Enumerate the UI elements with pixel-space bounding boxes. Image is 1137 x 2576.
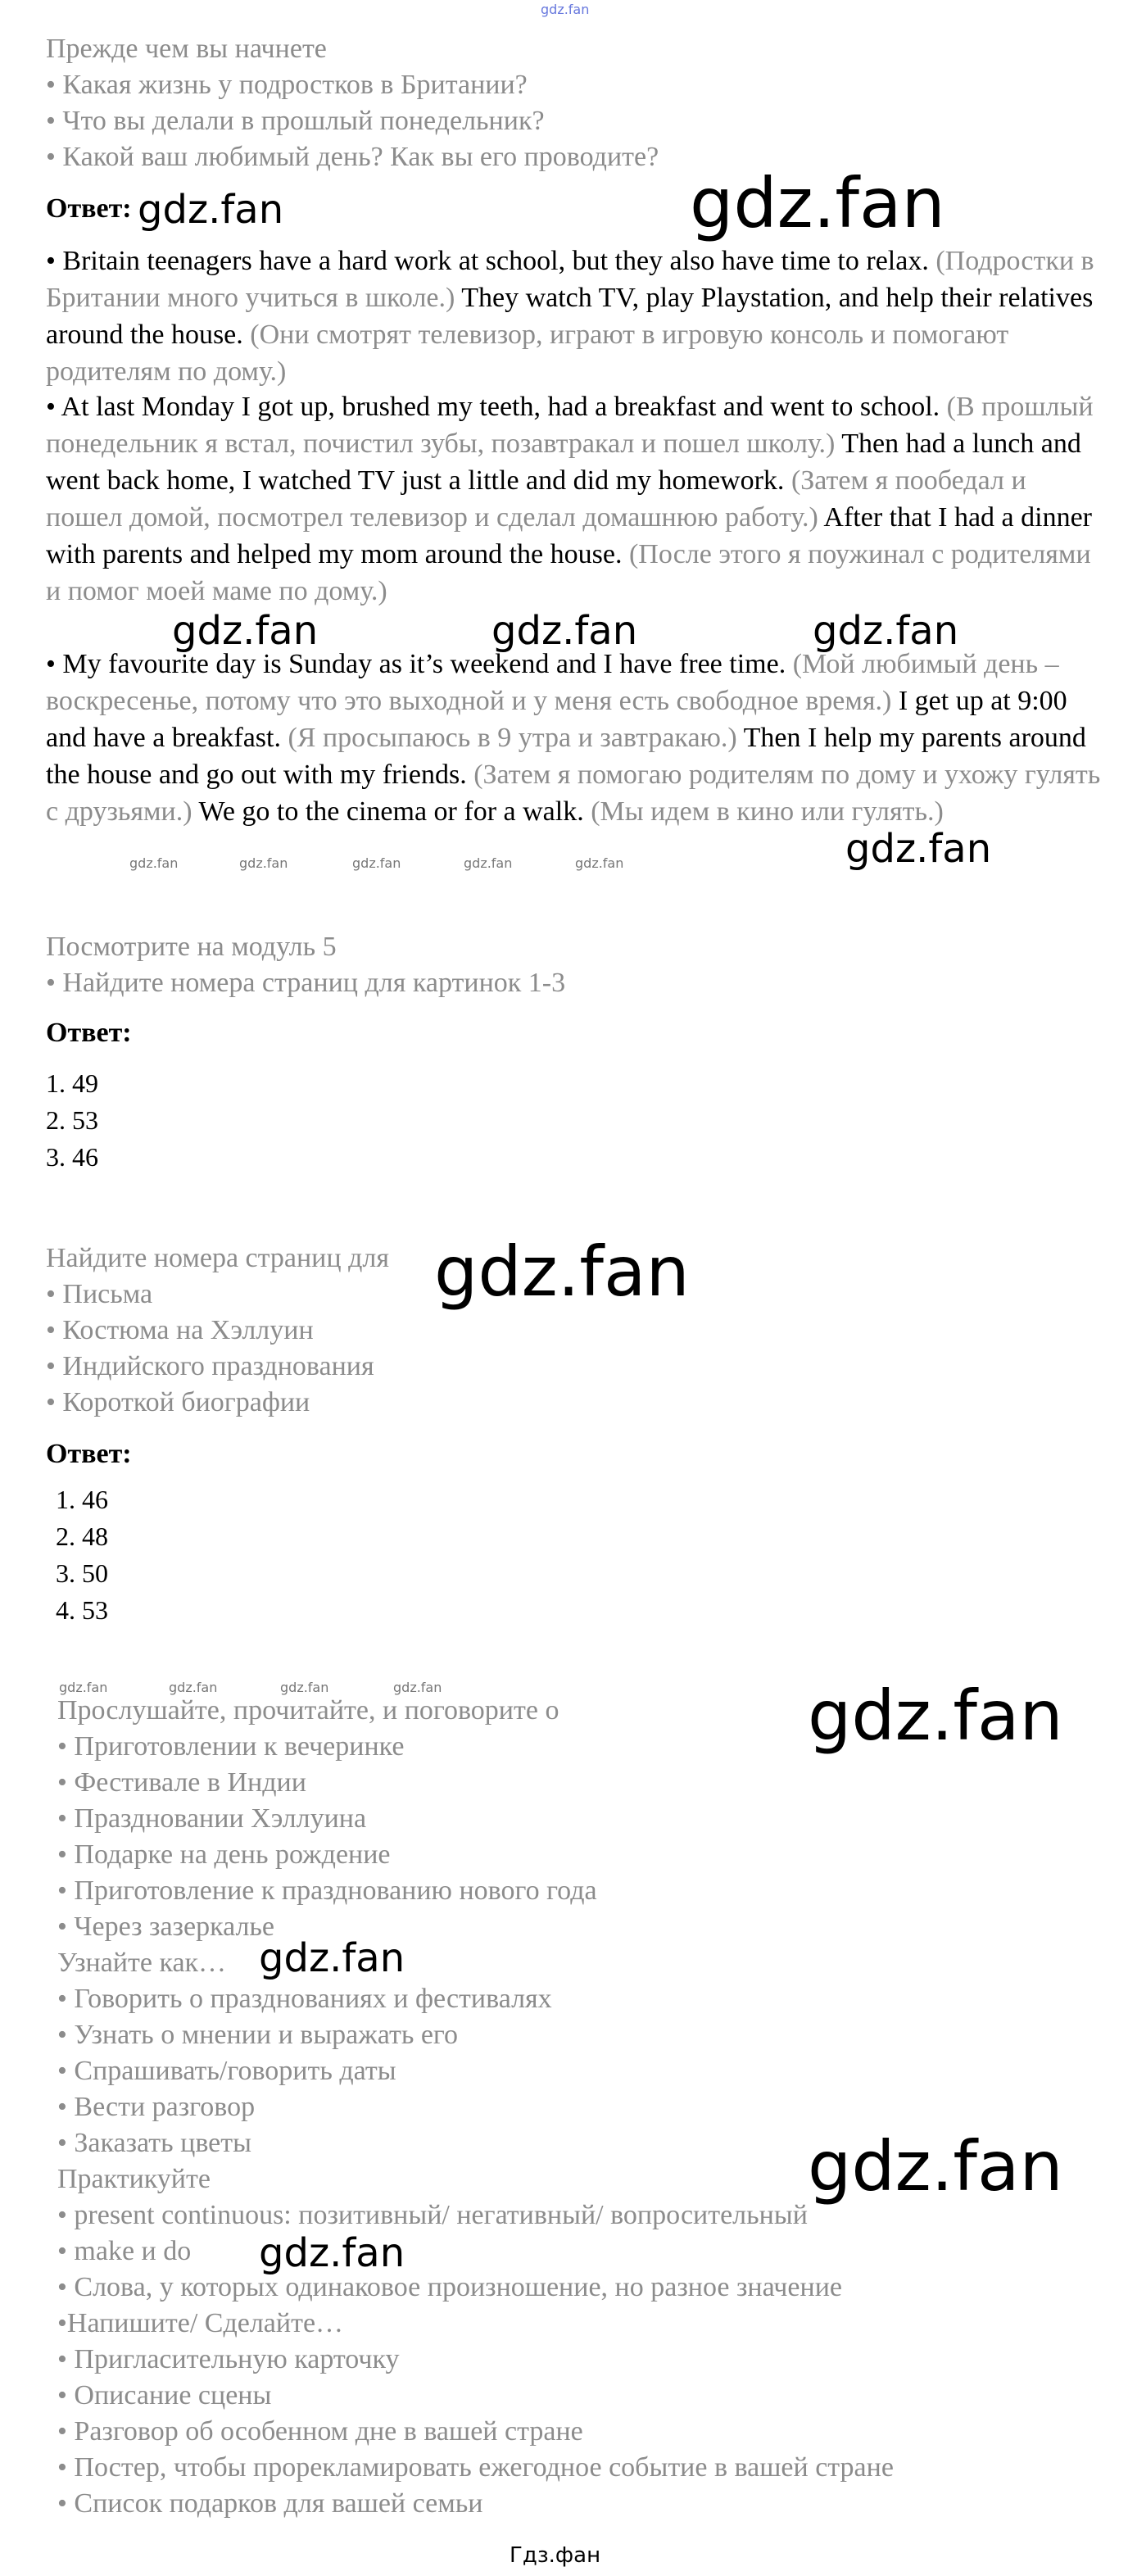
watermark: gdz.fan: [129, 855, 179, 871]
watermark: gdz.fan: [491, 608, 638, 654]
section2-answers: [46, 1065, 98, 1176]
list-item: • Узнать о мнении и выражать его: [57, 2020, 459, 2050]
list-item: • Заказать цветы: [57, 2128, 251, 2158]
list-item: • Подарке на день рождение: [57, 1839, 391, 1870]
footer-watermark: Гдз.фан: [510, 2543, 601, 2568]
list-item: • Постер, чтобы прорекламировать ежегодное событие в вашей стране: [57, 2452, 894, 2483]
list-item: • Список подарков для вашей семьи: [57, 2488, 483, 2519]
watermark: gdz.fan: [239, 855, 288, 871]
section2-title: Посмотрите на модуль 5: [46, 932, 337, 962]
list-item: • Говорить о празднованиях и фестивалях: [57, 1984, 552, 2014]
list-item: 4. 53: [56, 1595, 108, 1625]
watermark: gdz.fan: [393, 1680, 442, 1695]
section3-question: • Индийского празднования: [46, 1351, 374, 1381]
list-item: • Спрашивать/говорить даты: [57, 2056, 396, 2086]
section3-answers: [56, 1481, 108, 1629]
section1-question: • Что вы делали в прошлый понедельник?: [46, 106, 545, 136]
watermark: gdz.fan: [259, 1935, 405, 1981]
section3-question: • Письма: [46, 1279, 153, 1309]
list-item: 1. 49: [46, 1068, 98, 1098]
section2-questions: [46, 929, 565, 1001]
list-item: • Слова, у которых одинаковое произношение, но разное значение: [57, 2272, 842, 2302]
section1-title: Прежде чем вы начнете: [46, 34, 327, 64]
list-item: • make и do: [57, 2236, 192, 2266]
section4-heading: Прослушайте, прочитайте, и поговорите о: [57, 1695, 559, 1726]
section1-question: • Какой ваш любимый день? Как вы его проводите?: [46, 142, 659, 172]
watermark: gdz.fan: [138, 187, 284, 233]
watermark: gdz.fan: [808, 1676, 1063, 1756]
watermark: gdz.fan: [169, 1680, 218, 1695]
section4-heading: Практикуйте: [57, 2164, 211, 2194]
section2-question: • Найдите номера страниц для картинок 1-3: [46, 968, 566, 998]
watermark: gdz.fan: [808, 2126, 1063, 2206]
answer-paragraph-1: • Britain teenagers have a hard work at school, but they also have time to relax. (Подростки в Британии много учиться в школе.) They watch TV, play Playstation, and help their relatives around the house. (Они смотрят телевизор, играют в игровую консоль и помогают родителям по дому.): [46, 246, 1094, 387]
answer-paragraph-2: • At last Monday I got up, brushed my teeth, had a breakfast and went to school. (В прошлый понедельник я встал, почистил зубы, позавтракал и пошел школу.) Then had a lunch and went back home, I watched TV just a little and did my homework. (Затем я пообедал и пошел домой, посмотрел телевизор и сделал домашнюю работу.) After that I had a dinner with parents and helped my mom around the house. (После этого я поужинал с родителями и помог моей маме по дому.): [46, 392, 1094, 606]
list-item: 2. 48: [56, 1522, 108, 1551]
list-item: • present continuous: позитивный/ негативный/ вопросительный: [57, 2200, 808, 2230]
section1-questions: [46, 31, 659, 175]
list-item: • Описание сцены: [57, 2380, 272, 2410]
watermark: gdz.fan: [259, 2230, 405, 2276]
list-item: • Вести разговор: [57, 2092, 256, 2122]
section1-answer-label: Ответ:: [46, 193, 132, 224]
watermark: gdz.fan: [280, 1680, 329, 1695]
watermark: gdz.fan: [845, 826, 992, 872]
section4-heading: •Напишите/ Сделайте…: [57, 2308, 344, 2338]
list-item: • Фестивале в Индии: [57, 1767, 306, 1798]
list-item: • Пригласительную карточку: [57, 2344, 400, 2374]
watermark: gdz.fan: [59, 1680, 108, 1695]
watermark: gdz.fan: [464, 855, 513, 871]
watermark: gdz.fan: [813, 608, 959, 654]
list-item: • Разговор об особенном дне в вашей стране: [57, 2416, 583, 2447]
list-item: • Приготовлении к вечеринке: [57, 1731, 405, 1762]
list-item: • Приготовление к празднованию нового года: [57, 1875, 597, 1906]
answer-paragraph-3: • My favourite day is Sunday as it’s weekend and I have free time. (Мой любимый день – воскресенье, потому что это выходной и у меня есть свободное время.) I get up at 9:00 and have a breakfast. (Я просыпаюсь в 9 утра и завтракаю.) Then I help my parents around the house and go out with my friends. (Затем я помогаю родителям по дому и ухожу гулять с друзьями.) We go to the cinema or for a walk. (Мы идем в кино или гулять.): [46, 649, 1101, 827]
section1-question: • Какая жизнь у подростков в Британии?: [46, 70, 528, 100]
watermark: gdz.fan: [690, 163, 945, 243]
list-item: • Праздновании Хэллуина: [57, 1803, 367, 1834]
list-item: 3. 50: [56, 1558, 108, 1588]
section4-heading: Узнайте как…: [57, 1948, 227, 1978]
section3-question: • Короткой биографии: [46, 1387, 310, 1417]
watermark: gdz.fan: [575, 855, 624, 871]
list-item: 3. 46: [46, 1142, 98, 1172]
section3-questions: [46, 1240, 389, 1421]
list-item: • Через зазеркалье: [57, 1912, 275, 1942]
section3-question: • Костюма на Хэллуин: [46, 1315, 314, 1345]
section4-list: [57, 1693, 894, 2522]
section3-answer-label: Ответ:: [46, 1439, 132, 1469]
watermark: gdz.fan: [172, 608, 319, 654]
section2-answer-label: Ответ:: [46, 1018, 132, 1048]
section3-title: Найдите номера страниц для: [46, 1243, 389, 1273]
watermark: gdz.fan: [434, 1231, 690, 1312]
list-item: 1. 46: [56, 1485, 108, 1514]
watermark: gdz.fan: [352, 855, 401, 871]
list-item: 2. 53: [46, 1105, 98, 1135]
header-watermark: gdz.fan: [541, 2, 590, 17]
